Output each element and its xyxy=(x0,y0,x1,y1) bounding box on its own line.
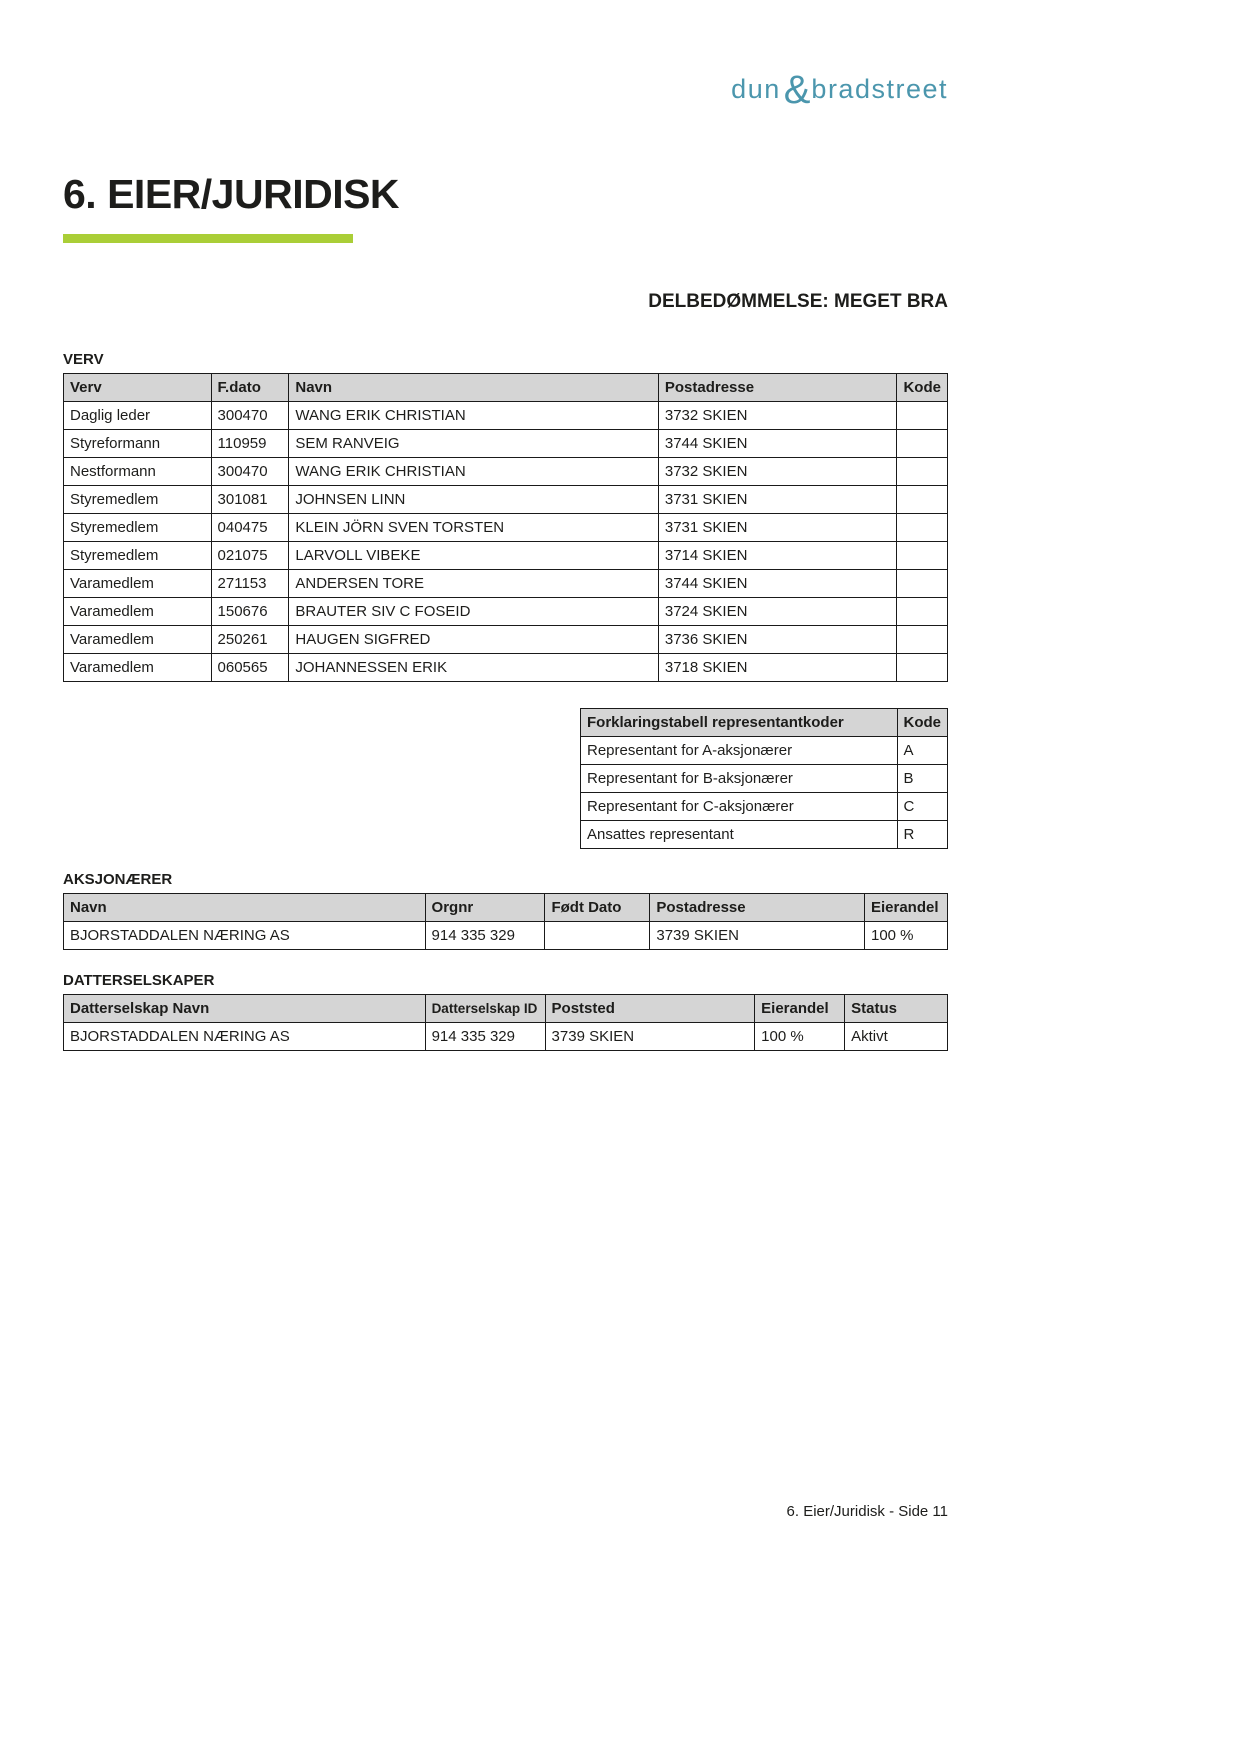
table-row xyxy=(581,737,948,765)
table-cell xyxy=(897,402,948,430)
logo-word-dun: dun xyxy=(731,74,781,104)
table-cell: 271153 xyxy=(211,570,289,598)
table-header-cell: Navn xyxy=(289,374,658,402)
table-cell: 3714 SKIEN xyxy=(658,542,897,570)
table-cell: 3744 SKIEN xyxy=(658,570,897,598)
table-header-row xyxy=(581,709,948,737)
table-cell: Styremedlem xyxy=(64,542,212,570)
table-cell: 914 335 329 xyxy=(425,1023,545,1051)
table-row xyxy=(64,654,948,682)
table-row xyxy=(581,821,948,849)
table-cell: 301081 xyxy=(211,486,289,514)
table-cell: 150676 xyxy=(211,598,289,626)
title-accent-bar xyxy=(63,234,353,243)
table-row xyxy=(64,598,948,626)
table-cell: KLEIN JÖRN SVEN TORSTEN xyxy=(289,514,658,542)
logo-ampersand-icon: & xyxy=(783,68,811,112)
logo-word-bradstreet: bradstreet xyxy=(811,74,948,104)
table-header-cell: F.dato xyxy=(211,374,289,402)
dun-bradstreet-logo xyxy=(63,68,948,112)
table-cell xyxy=(897,458,948,486)
table-cell xyxy=(897,486,948,514)
table-cell: 250261 xyxy=(211,626,289,654)
assessment-text: DELBEDØMMELSE: MEGET BRA xyxy=(648,291,948,312)
table-row xyxy=(64,458,948,486)
table-cell: Styremedlem xyxy=(64,514,212,542)
table-cell: 3732 SKIEN xyxy=(658,458,897,486)
table-row xyxy=(581,765,948,793)
table-header-cell: Status xyxy=(845,995,948,1023)
table-cell: Styremedlem xyxy=(64,486,212,514)
table-cell: 300470 xyxy=(211,458,289,486)
table-header-cell: Forklaringstabell representantkoder xyxy=(581,709,898,737)
table-cell: Representant for B-aksjonærer xyxy=(581,765,898,793)
table-cell: 914 335 329 xyxy=(425,922,545,950)
table-header-cell: Datterselskap ID xyxy=(425,995,545,1023)
section-label-verv: VERV xyxy=(63,351,104,368)
table-cell: HAUGEN SIGFRED xyxy=(289,626,658,654)
table-cell: 110959 xyxy=(211,430,289,458)
representative-codes-table xyxy=(580,708,948,849)
table-row xyxy=(64,514,948,542)
table-cell xyxy=(897,542,948,570)
table-cell: 3744 SKIEN xyxy=(658,430,897,458)
table-header-cell: Orgnr xyxy=(425,894,545,922)
table-header-cell: Poststed xyxy=(545,995,755,1023)
table-cell: 3739 SKIEN xyxy=(650,922,865,950)
table-cell: Aktivt xyxy=(845,1023,948,1051)
table-cell: A xyxy=(897,737,948,765)
table-cell: Varamedlem xyxy=(64,598,212,626)
table-cell: 3739 SKIEN xyxy=(545,1023,755,1051)
table-header-cell: Eierandel xyxy=(864,894,947,922)
table-cell: 3724 SKIEN xyxy=(658,598,897,626)
table-cell: 3731 SKIEN xyxy=(658,486,897,514)
page-content xyxy=(63,0,948,1754)
table-cell: 021075 xyxy=(211,542,289,570)
table-cell: 3736 SKIEN xyxy=(658,626,897,654)
table-cell xyxy=(897,430,948,458)
table-cell: 3731 SKIEN xyxy=(658,514,897,542)
table-cell: Ansattes representant xyxy=(581,821,898,849)
table-cell: WANG ERIK CHRISTIAN xyxy=(289,402,658,430)
page-footer: 6. Eier/Juridisk - Side 11 xyxy=(786,1503,948,1520)
table-cell: Daglig leder xyxy=(64,402,212,430)
table-header-cell: Eierandel xyxy=(755,995,845,1023)
page-title: 6. EIER/JURIDISK xyxy=(63,171,400,217)
table-cell: Styreformann xyxy=(64,430,212,458)
table-cell: B xyxy=(897,765,948,793)
table-header-row xyxy=(64,374,948,402)
subsidiaries-table xyxy=(63,994,948,1051)
table-cell: WANG ERIK CHRISTIAN xyxy=(289,458,658,486)
table-cell: 300470 xyxy=(211,402,289,430)
table-cell: ANDERSEN TORE xyxy=(289,570,658,598)
table-row xyxy=(64,626,948,654)
table-cell xyxy=(545,922,650,950)
table-header-cell: Verv xyxy=(64,374,212,402)
table-cell xyxy=(897,598,948,626)
table-cell: 100 % xyxy=(864,922,947,950)
table-cell: R xyxy=(897,821,948,849)
table-header-cell: Postadresse xyxy=(650,894,865,922)
table-cell xyxy=(897,626,948,654)
table-row xyxy=(64,542,948,570)
table-row xyxy=(581,793,948,821)
table-cell: 040475 xyxy=(211,514,289,542)
table-header-cell: Postadresse xyxy=(658,374,897,402)
table-cell xyxy=(897,570,948,598)
table-cell: Varamedlem xyxy=(64,570,212,598)
table-header-cell: Kode xyxy=(897,374,948,402)
table-header-cell: Kode xyxy=(897,709,948,737)
table-cell xyxy=(897,654,948,682)
table-row xyxy=(64,402,948,430)
table-row xyxy=(64,1023,948,1051)
table-header-row xyxy=(64,995,948,1023)
shareholders-table xyxy=(63,893,948,950)
table-cell: BJORSTADDALEN NÆRING AS xyxy=(64,1023,426,1051)
table-cell: Nestformann xyxy=(64,458,212,486)
table-header-cell: Datterselskap Navn xyxy=(64,995,426,1023)
table-header-cell: Født Dato xyxy=(545,894,650,922)
section-label-aksjonaerer: AKSJONÆRER xyxy=(63,871,173,888)
table-cell: 3732 SKIEN xyxy=(658,402,897,430)
table-cell: SEM RANVEIG xyxy=(289,430,658,458)
table-cell: 060565 xyxy=(211,654,289,682)
table-row xyxy=(64,922,948,950)
table-cell: Representant for A-aksjonærer xyxy=(581,737,898,765)
section-label-datterselskaper: DATTERSELSKAPER xyxy=(63,972,215,989)
table-cell: LARVOLL VIBEKE xyxy=(289,542,658,570)
table-cell: BRAUTER SIV C FOSEID xyxy=(289,598,658,626)
table-cell: JOHNSEN LINN xyxy=(289,486,658,514)
table-cell: BJORSTADDALEN NÆRING AS xyxy=(64,922,426,950)
table-cell: JOHANNESSEN ERIK xyxy=(289,654,658,682)
table-row xyxy=(64,486,948,514)
table-header-cell: Navn xyxy=(64,894,426,922)
table-cell: C xyxy=(897,793,948,821)
table-cell: Varamedlem xyxy=(64,626,212,654)
table-cell: 3718 SKIEN xyxy=(658,654,897,682)
table-row xyxy=(64,570,948,598)
table-cell: Representant for C-aksjonærer xyxy=(581,793,898,821)
table-row xyxy=(64,430,948,458)
table-cell xyxy=(897,514,948,542)
table-header-row xyxy=(64,894,948,922)
table-cell: Varamedlem xyxy=(64,654,212,682)
verv-table xyxy=(63,373,948,682)
table-cell: 100 % xyxy=(755,1023,845,1051)
